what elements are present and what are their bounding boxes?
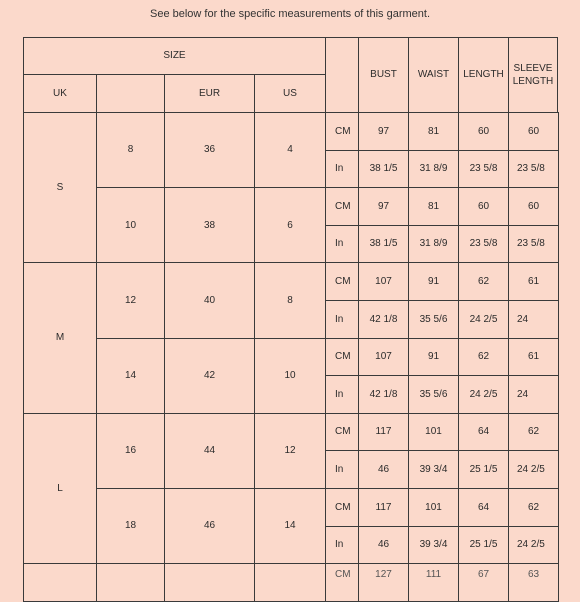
unit-cell: CM — [325, 338, 359, 377]
sleeve-value: 23 5/8 — [508, 150, 559, 189]
bust-value: 46 — [358, 450, 409, 489]
size-number-cell: 10 — [96, 187, 165, 263]
waist-value: 35 5/6 — [408, 375, 459, 414]
length-value: 62 — [458, 262, 509, 301]
length-value: 60 — [458, 187, 509, 226]
sleeve-value: 62 — [508, 413, 559, 452]
us-size-cell: 10 — [254, 338, 326, 414]
sleeve-value: 24 2/5 — [508, 526, 559, 565]
sleeve-value: 23 5/8 — [508, 225, 559, 264]
waist-value: 35 5/6 — [408, 300, 459, 339]
waist-value: 31 8/9 — [408, 150, 459, 189]
us-size-cell: 8 — [254, 262, 326, 338]
size-number-cell: 12 — [96, 262, 165, 338]
sleeve-value: 62 — [508, 488, 559, 527]
sleeve-value: 61 — [508, 262, 559, 301]
bust-value: 117 — [358, 488, 409, 527]
us-size-cell: 14 — [254, 488, 326, 564]
waist-value: 81 — [408, 187, 459, 226]
uk-size-cell: S — [23, 112, 97, 263]
eur-size-cell: 42 — [164, 338, 255, 414]
us-size-cell: 4 — [254, 112, 326, 188]
length-value: 64 — [458, 488, 509, 527]
waist-value: 31 8/9 — [408, 225, 459, 264]
unit-cell: CM — [325, 187, 359, 226]
blank-header — [96, 74, 165, 113]
size-number-cell: 18 — [96, 488, 165, 564]
eur-size-cell: 44 — [164, 413, 255, 489]
uk-header: UK — [23, 74, 97, 113]
waist-value: 39 3/4 — [408, 450, 459, 489]
bust-value: 107 — [358, 262, 409, 301]
sleeve-value: 61 — [508, 338, 559, 377]
sleeve-value: 60 — [508, 187, 559, 226]
uk-size-cell: L — [23, 413, 97, 564]
us-size-cell-partial — [254, 563, 326, 602]
intro-text: See below for the specific measurements of this garment. — [149, 8, 431, 20]
eur-size-cell: 40 — [164, 262, 255, 338]
eur-size-cell: 38 — [164, 187, 255, 263]
length-value: 25 1/5 — [458, 526, 509, 565]
sleeve-value: 60 — [508, 112, 559, 151]
bust-value: 38 1/5 — [358, 225, 409, 264]
unit-cell: CM — [325, 112, 359, 151]
length-value: 60 — [458, 112, 509, 151]
waist-value: 101 — [408, 488, 459, 527]
sleeve-value: 24 — [508, 375, 559, 414]
unit-cell: In — [325, 450, 359, 489]
uk-size-cell-partial — [23, 563, 97, 602]
eur-size-cell: 36 — [164, 112, 255, 188]
eur-header: EUR — [164, 74, 255, 113]
unit-cell: In — [325, 300, 359, 339]
bust-value: 97 — [358, 187, 409, 226]
length-value: 62 — [458, 338, 509, 377]
bust-value-partial: 127 — [358, 563, 409, 602]
sleeve-value: 24 2/5 — [508, 450, 559, 489]
size-number-cell: 16 — [96, 413, 165, 489]
unit-cell: In — [325, 225, 359, 264]
length-value: 23 5/8 — [458, 225, 509, 264]
sleeve-value: 24 — [508, 300, 559, 339]
uk-size-cell: M — [23, 262, 97, 413]
waist-value: 81 — [408, 112, 459, 151]
length-value: 64 — [458, 413, 509, 452]
size-header: SIZE — [23, 37, 326, 75]
unit-cell: In — [325, 526, 359, 565]
bust-value: 42 1/8 — [358, 375, 409, 414]
unit-cell: CM — [325, 488, 359, 527]
bust-value: 38 1/5 — [358, 150, 409, 189]
unit-cell: In — [325, 375, 359, 414]
size-number-cell-partial — [96, 563, 165, 602]
unit-cell: In — [325, 150, 359, 189]
length-header: LENGTH — [458, 37, 509, 113]
sleeve-length-header: SLEEVE LENGTH — [508, 37, 558, 113]
length-value: 25 1/5 — [458, 450, 509, 489]
bust-value: 42 1/8 — [358, 300, 409, 339]
size-number-cell: 8 — [96, 112, 165, 188]
length-value: 23 5/8 — [458, 150, 509, 189]
length-value: 24 2/5 — [458, 300, 509, 339]
waist-value-partial: 111 — [408, 563, 459, 602]
bust-value: 46 — [358, 526, 409, 565]
unit-cell: CM — [325, 413, 359, 452]
unit-cell: CM — [325, 262, 359, 301]
us-size-cell: 12 — [254, 413, 326, 489]
size-number-cell: 14 — [96, 338, 165, 414]
eur-size-cell-partial — [164, 563, 255, 602]
us-header: US — [254, 74, 326, 113]
bust-value: 117 — [358, 413, 409, 452]
waist-value: 91 — [408, 262, 459, 301]
waist-value: 91 — [408, 338, 459, 377]
waist-value: 39 3/4 — [408, 526, 459, 565]
waist-header: WAIST — [408, 37, 459, 113]
bust-header: BUST — [358, 37, 409, 113]
unit-cell-partial: CM — [325, 563, 359, 602]
bust-value: 107 — [358, 338, 409, 377]
us-size-cell: 6 — [254, 187, 326, 263]
unit-header — [325, 37, 359, 113]
bust-value: 97 — [358, 112, 409, 151]
length-value-partial: 67 — [458, 563, 509, 602]
sleeve-value-partial: 63 — [508, 563, 559, 602]
eur-size-cell: 46 — [164, 488, 255, 564]
length-value: 24 2/5 — [458, 375, 509, 414]
waist-value: 101 — [408, 413, 459, 452]
